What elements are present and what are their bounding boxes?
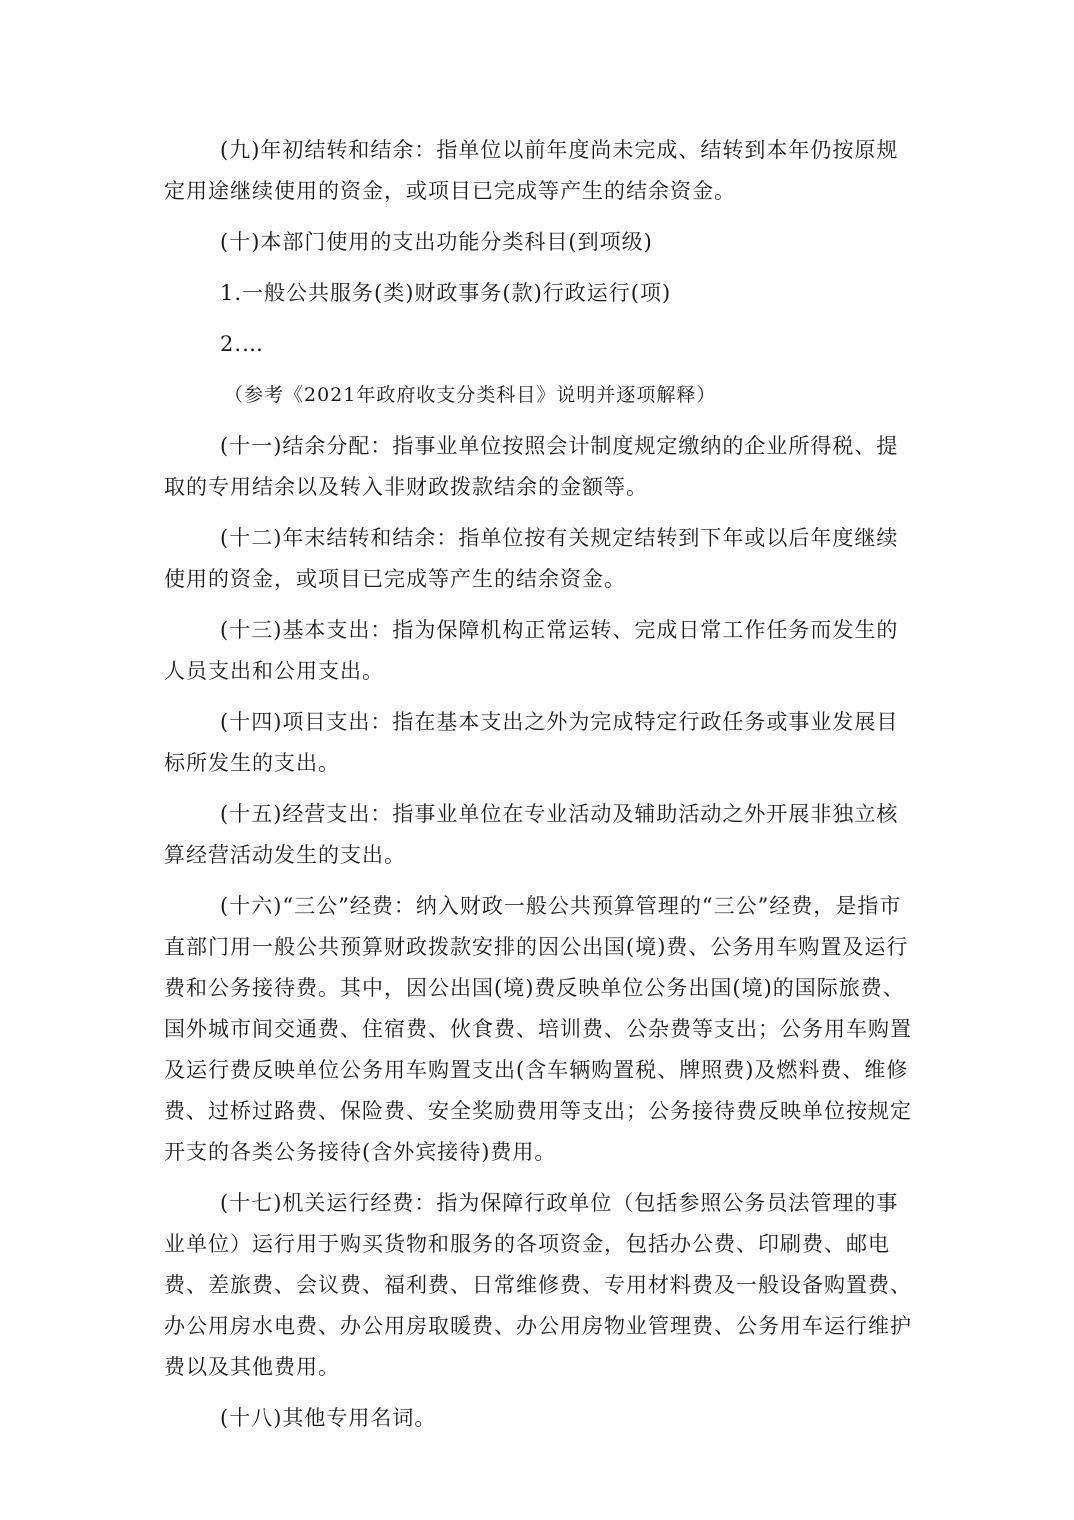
paragraph-other-terms: (十八)其他专用名词。 <box>220 1406 437 1430</box>
paragraph-operating-expenditure: (十五)经营支出：指事业单位在专业活动及辅助活动之外开展非独立核算经营活动发生的支出。 <box>164 802 899 867</box>
paragraph-expenditure-classification: (十)本部门使用的支出功能分类科目(到项级) <box>220 230 653 254</box>
paragraph-surplus-distribution: (十一)结余分配：指事业单位按照会计制度规定缴纳的企业所得税、提取的专用结余以及转入非财政拨款结余的金额等。 <box>164 434 899 499</box>
paragraph-year-start-carryover: (九)年初结转和结余：指单位以前年度尚未完成、结转到本年仍按原规定用途继续使用的资金，或项目已完成等产生的结余资金。 <box>164 138 899 203</box>
paragraph-year-end-carryover: (十二)年末结转和结余：指单位按有关规定结转到下年或以后年度继续使用的资金，或项目已完成等产生的结余资金。 <box>164 526 899 591</box>
paragraph-classification-item-2: 2.… <box>220 332 265 356</box>
paragraph-reference-note: （参考《2021年政府收支分类科目》说明并逐项解释） <box>224 384 717 406</box>
paragraph-classification-item-1: 1.一般公共服务(类)财政事务(款)行政运行(项) <box>220 281 672 305</box>
paragraph-project-expenditure: (十四)项目支出：指在基本支出之外为完成特定行政任务或事业发展目标所发生的支出。 <box>164 710 899 775</box>
paragraph-basic-expenditure: (十三)基本支出：指为保障机构正常运转、完成日常工作任务而发生的人员支出和公用支出。 <box>164 618 899 683</box>
paragraph-agency-operating-expenses: (十七)机关运行经费：指为保障行政单位（包括参照公务员法管理的事业单位）运行用于购买货物和服务的各项资金，包括办公费、印刷费、邮电费、差旅费、会议费、福利费、日常维修费、专用材料费及一般设备购置费、办公用房水电费、办公用房取暖费、办公用房物业管理费、公务用车运行维护费以及其他费用。 <box>164 1191 912 1379</box>
document-body <box>164 130 914 1449</box>
paragraph-three-public-expenses: (十六)“三公”经费：纳入财政一般公共预算管理的“三公”经费，是指市直部门用一般公共预算财政拨款安排的因公出国(境)费、公务用车购置及运行费和公务接待费。其中，因公出国(境)费反映单位公务出国(境)的国际旅费、国外城市间交通费、住宿费、伙食费、培训费、公杂费等支出；公务用车购置及运行费反映单位公务用车购置支出(含车辆购置税、牌照费)及燃料费、维修费、过桥过路费、保险费、安全奖励费用等支出；公务接待费反映单位按规定开支的各类公务接待(含外宾接待)费用。 <box>164 894 912 1164</box>
